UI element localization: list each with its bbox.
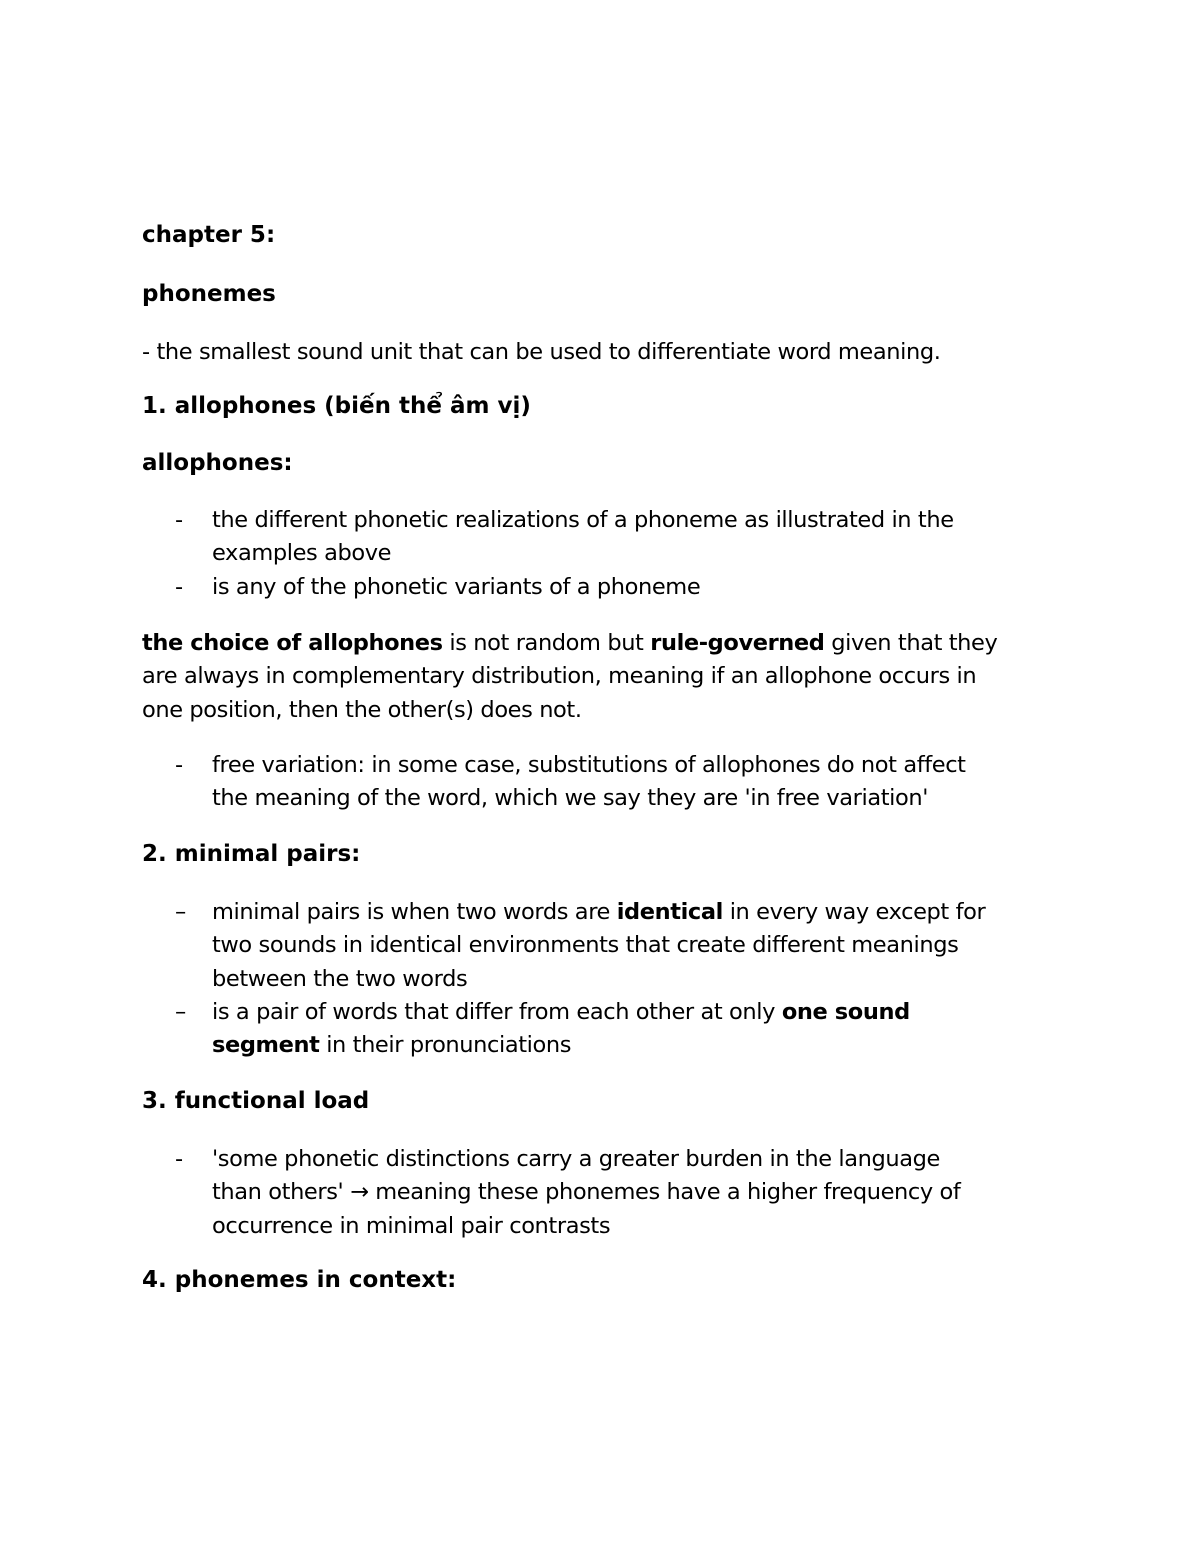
paragraph-text: given that they xyxy=(824,630,998,656)
paragraph-line: one position, then the other(s) does not. xyxy=(142,696,582,723)
document-page xyxy=(142,0,1062,1553)
list-bullet: – xyxy=(175,899,186,925)
list-item xyxy=(142,571,1062,604)
allophones-list xyxy=(142,504,1062,604)
list-item-line: the different phonetic realizations of a phoneme as illustrated in the xyxy=(212,507,954,533)
paragraph-line xyxy=(142,627,1062,660)
list-bullet: - xyxy=(175,1146,183,1172)
list-item-line xyxy=(212,996,1062,1029)
list-item xyxy=(142,896,1062,996)
phonemes-in-context-heading: 4. phonemes in context: xyxy=(142,1267,457,1293)
phonemes-definition xyxy=(142,336,1062,369)
list-bullet: - xyxy=(175,507,183,533)
list-item xyxy=(142,504,1062,571)
list-bullet: - xyxy=(175,752,183,778)
list-item-line: between the two words xyxy=(212,965,468,992)
list-item xyxy=(142,1143,1062,1243)
paragraph-line: are always in complementary distribution, meaning if an allophone occurs in xyxy=(142,663,977,690)
list-item-text: minimal pairs is when two words are xyxy=(212,899,617,925)
bold-term: one sound xyxy=(781,998,910,1025)
list-item-text: in their pronunciations xyxy=(319,1032,572,1059)
list-item-line xyxy=(212,1029,1062,1062)
list-item-line: is any of the phonetic variants of a phoneme xyxy=(212,573,701,600)
list-item xyxy=(142,749,1062,816)
list-item-line: the meaning of the word, which we say they are 'in free variation' xyxy=(212,785,929,812)
list-bullet: - xyxy=(175,573,183,600)
phonemes-heading: phonemes xyxy=(142,281,276,307)
list-item-line: occurrence in minimal pair contrasts xyxy=(212,1212,611,1239)
functional-load-list xyxy=(142,1143,1062,1243)
paragraph-text: is not random but xyxy=(442,630,651,656)
list-item-line: examples above xyxy=(212,540,392,567)
list-item-line: two sounds in identical environments that create different meanings xyxy=(212,932,959,959)
minimal-pairs-list xyxy=(142,896,1062,1062)
bold-term: rule-governed xyxy=(650,630,825,656)
list-item-line: 'some phonetic distinctions carry a greater burden in the language xyxy=(212,1146,940,1172)
allophones-section-heading: 1. allophones (biến thể âm vị) xyxy=(142,393,531,419)
list-item-text: is a pair of words that differ from each other at only xyxy=(212,998,782,1025)
allophones-subheading: allophones: xyxy=(142,450,293,476)
list-item-line: than others' → meaning these phonemes have a higher frequency of xyxy=(212,1179,961,1206)
allophone-choice-paragraph xyxy=(142,627,1062,727)
list-item-line: free variation: in some case, substitutions of allophones do not affect xyxy=(212,752,966,778)
bold-term: segment xyxy=(212,1032,320,1059)
list-item-text: in every way except for xyxy=(722,899,986,925)
list-item xyxy=(142,996,1062,1063)
free-variation-list xyxy=(142,749,1062,816)
minimal-pairs-heading: 2. minimal pairs: xyxy=(142,841,361,867)
bold-term: identical xyxy=(616,899,723,925)
chapter-title: chapter 5: xyxy=(142,222,276,248)
list-bullet: – xyxy=(175,998,186,1025)
list-item-line xyxy=(212,896,1062,929)
bold-term: the choice of allophones xyxy=(142,630,443,656)
functional-load-heading: 3. functional load xyxy=(142,1088,370,1114)
phonemes-definition-text: - the smallest sound unit that can be used to differentiate word meaning. xyxy=(142,339,941,365)
